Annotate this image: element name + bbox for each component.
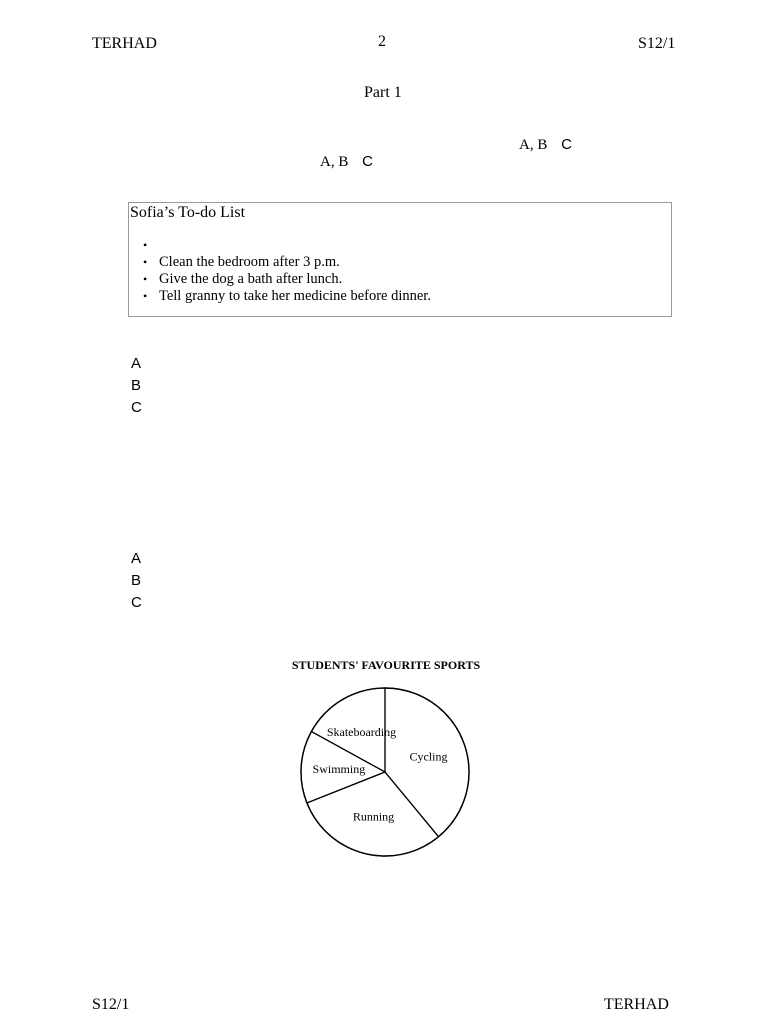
instruction-letters-ab: A, B [519,137,548,153]
footer-right: TERHAD [604,996,669,1013]
todo-item: • Give the dog a bath after lunch. [143,271,431,288]
instruction-letters-2 [320,153,373,171]
header-right: S12/1 [638,35,676,52]
pie-label-cycling: Cycling [409,749,448,764]
chart-title: STUDENTS' FAVOURITE SPORTS [291,658,481,672]
instruction-letters-1 [519,136,572,154]
todo-items [143,237,431,305]
q1-option-a[interactable]: A [131,355,142,372]
todo-list-box [128,202,672,317]
footer-left: S12/1 [92,996,130,1013]
pie-chart [220,645,550,865]
pie-label-running: Running [352,809,395,824]
q1-option-c[interactable]: C [131,399,142,416]
q2-option-b[interactable]: B [131,572,142,589]
instruction-letters-ab: A, B [320,154,349,170]
todo-item: • Tell granny to take her medicine before dinner. [143,288,431,305]
part-title: Part 1 [364,84,402,101]
instruction-letter-c: C [561,136,572,153]
todo-title: Sofia’s To-do List [130,204,246,221]
header-left: TERHAD [92,35,157,52]
todo-item [143,237,431,254]
q1-option-b[interactable]: B [131,377,142,394]
instruction-letter-c: C [362,153,373,170]
page-number: 2 [378,33,386,50]
pie-label-skateboarding: Skateboarding [326,725,397,740]
q2-option-c[interactable]: C [131,594,142,611]
todo-item: • Clean the bedroom after 3 p.m. [143,254,431,271]
pie-label-swimming: Swimming [312,762,366,777]
q2-option-a[interactable]: A [131,550,142,567]
